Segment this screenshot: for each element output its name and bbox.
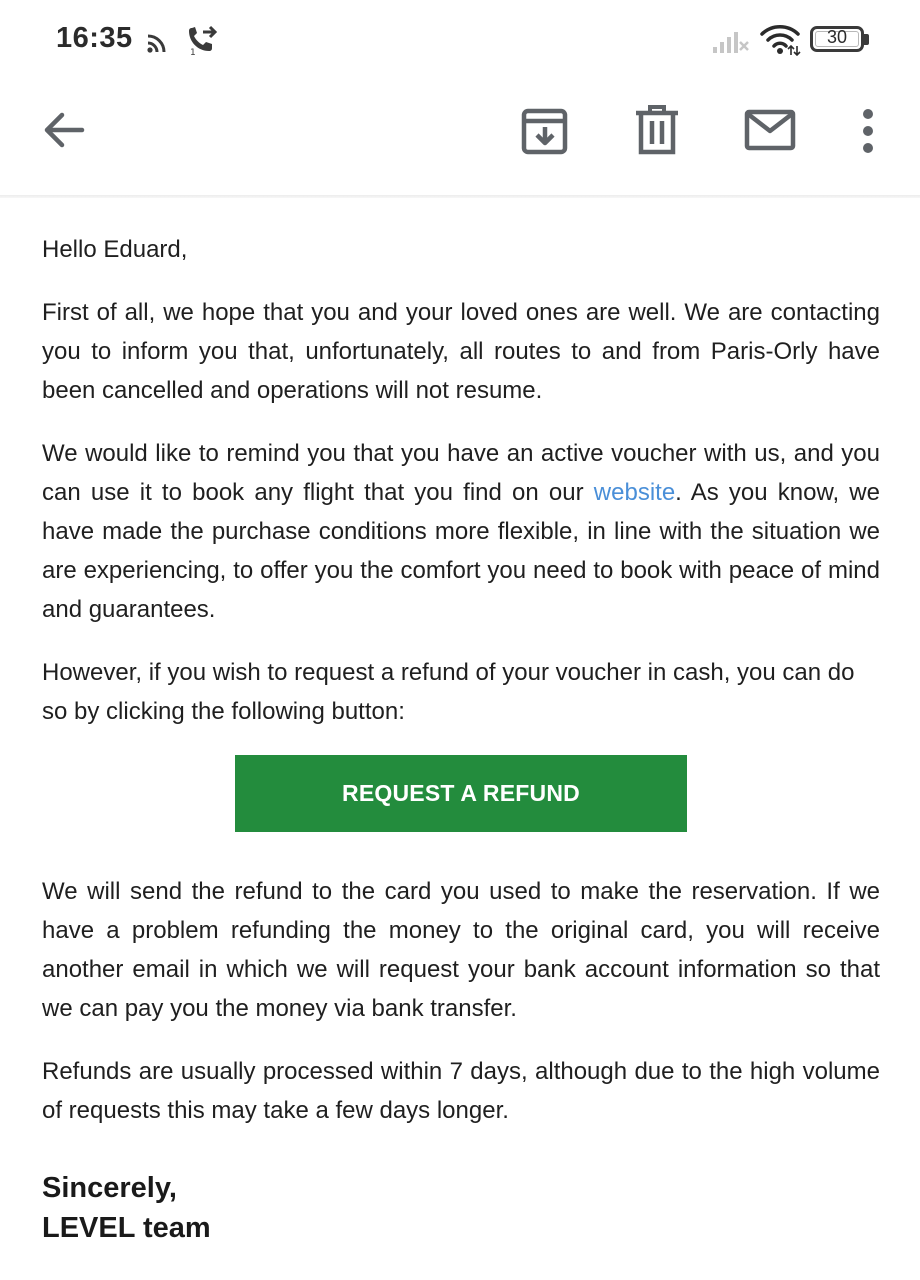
signoff-line-1: Sincerely, [42, 1172, 177, 1204]
paragraph-processing-time: Refunds are usually processed within 7 days, although due to the high volume of requests this may take a few days longer. [42, 1058, 880, 1124]
battery-icon [810, 26, 864, 52]
paragraph-routes-cancelled: First of all, we hope that you and your loved ones are well. We are contacting you to inform you that, unfortunately, all routes to and from Paris-Orly have been cancelled and operations will not resume. [42, 299, 880, 404]
battery-nub [864, 34, 869, 45]
cta-container [42, 755, 880, 832]
greeting: Hello Eduard, [42, 236, 188, 263]
paragraph-refund-card: We will send the refund to the card you used to make the reservation. If we have a problem refunding the money to the original card, you will receive another email in which we will request your bank account information so that we can pay you the money via bank transfer. [42, 878, 880, 1022]
delete-icon[interactable] [634, 104, 680, 156]
signoff-line-2: LEVEL team [42, 1212, 211, 1244]
voucher-text-start: We would like to remind you that you have an active voucher with us, and you can use it to book any flight that you find on our [42, 440, 880, 506]
paragraph-refund-option: However, if you wish to request a refund of your voucher in cash, you can do so by clicking the following button: [42, 659, 855, 725]
signoff [42, 1168, 880, 1248]
more-options-icon[interactable] [856, 108, 880, 154]
signal-off-icon [712, 28, 750, 54]
toolbar-divider [0, 195, 920, 198]
wifi-icon [760, 24, 802, 56]
svg-text:1: 1 [190, 48, 196, 56]
status-time: 16:35 [56, 22, 133, 54]
call-forward-icon [186, 24, 220, 56]
voucher-text-end: . As you know, we have made the purchase conditions more flexible, in line with the situation we are experiencing, to offer you the comfort you need to book with peace of mind and guarantees. [42, 479, 880, 623]
battery-level: 30 [826, 27, 848, 47]
archive-icon[interactable] [520, 106, 570, 156]
mark-unread-icon[interactable] [744, 108, 796, 152]
email-toolbar [0, 84, 920, 196]
request-refund-button[interactable]: REQUEST A REFUND [235, 755, 687, 832]
cast-icon [146, 30, 170, 54]
paragraph-voucher [42, 434, 880, 629]
back-arrow-icon[interactable] [40, 106, 88, 154]
website-link[interactable]: website [593, 479, 676, 506]
status-bar [0, 0, 920, 84]
email-body [42, 230, 880, 1248]
